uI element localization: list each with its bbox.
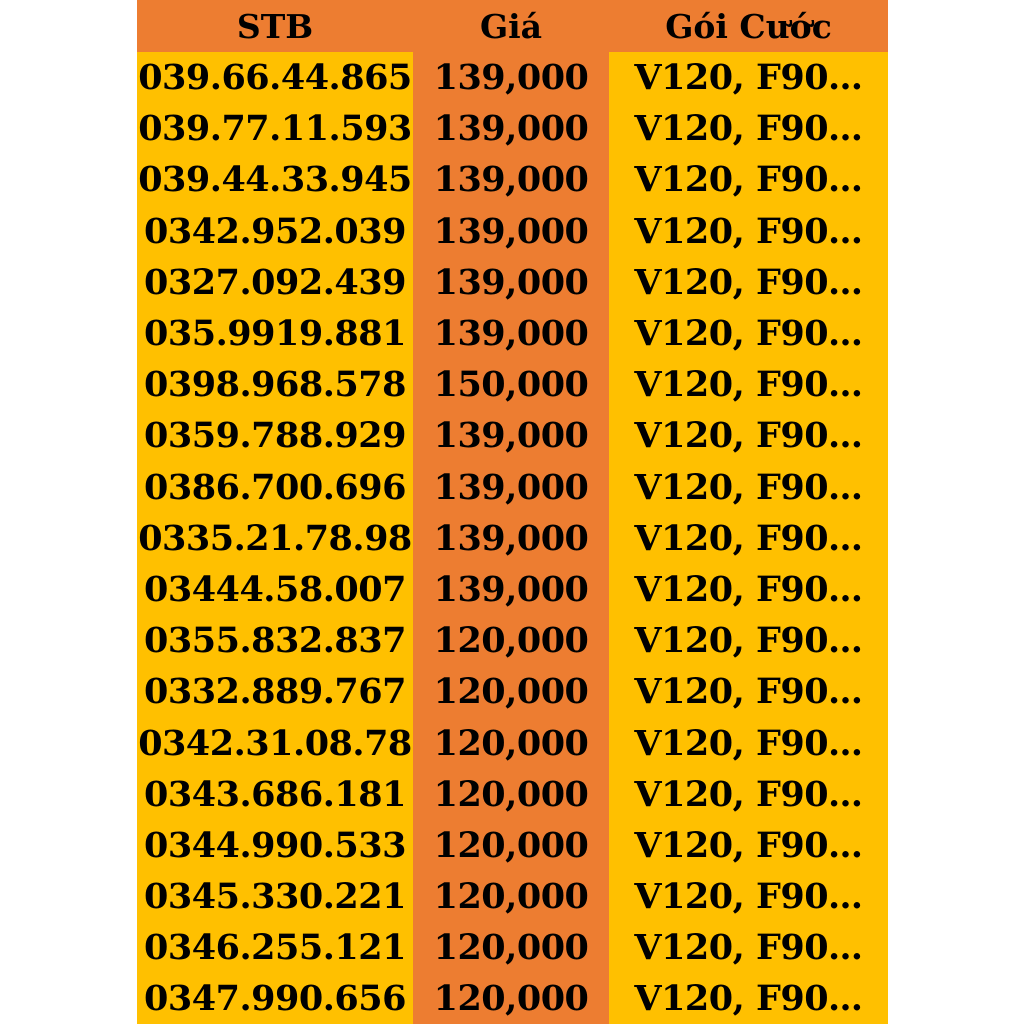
table-row — [137, 615, 888, 666]
package-cell: V120, F90… — [609, 462, 888, 513]
package-cell: V120, F90… — [609, 359, 888, 410]
price-cell: 139,000 — [413, 462, 609, 513]
table-row — [137, 820, 888, 871]
table-row — [137, 871, 888, 922]
table-row — [137, 769, 888, 820]
package-cell: V120, F90… — [609, 973, 888, 1024]
phone-number-cell: 0344.990.533 — [137, 820, 413, 871]
price-cell: 120,000 — [413, 666, 609, 717]
sim-price-table — [137, 0, 888, 1024]
package-cell: V120, F90… — [609, 308, 888, 359]
price-cell: 139,000 — [413, 206, 609, 257]
price-cell: 139,000 — [413, 308, 609, 359]
package-cell: V120, F90… — [609, 820, 888, 871]
package-cell: V120, F90… — [609, 769, 888, 820]
package-cell: V120, F90… — [609, 257, 888, 308]
header-stb: STB — [137, 0, 413, 52]
package-cell: V120, F90… — [609, 206, 888, 257]
table-row — [137, 359, 888, 410]
package-cell: V120, F90… — [609, 513, 888, 564]
price-cell: 139,000 — [413, 564, 609, 615]
table-row — [137, 52, 888, 103]
header-price: Giá — [413, 0, 609, 52]
table-row — [137, 922, 888, 973]
table-row — [137, 973, 888, 1024]
package-cell: V120, F90… — [609, 666, 888, 717]
phone-number-cell: 0355.832.837 — [137, 615, 413, 666]
phone-number-cell: 0347.990.656 — [137, 973, 413, 1024]
table-row — [137, 308, 888, 359]
table-row — [137, 462, 888, 513]
phone-number-cell: 03444.58.007 — [137, 564, 413, 615]
price-cell: 120,000 — [413, 769, 609, 820]
package-cell: V120, F90… — [609, 103, 888, 154]
table-row — [137, 154, 888, 205]
package-cell: V120, F90… — [609, 52, 888, 103]
package-cell: V120, F90… — [609, 871, 888, 922]
phone-number-cell: 0359.788.929 — [137, 410, 413, 461]
package-cell: V120, F90… — [609, 922, 888, 973]
table-row — [137, 717, 888, 768]
phone-number-cell: 039.44.33.945 — [137, 154, 413, 205]
phone-number-cell: 0343.686.181 — [137, 769, 413, 820]
phone-number-cell: 0335.21.78.98 — [137, 513, 413, 564]
price-list-sheet — [137, 0, 888, 1024]
price-cell: 120,000 — [413, 820, 609, 871]
package-cell: V120, F90… — [609, 717, 888, 768]
price-cell: 120,000 — [413, 973, 609, 1024]
price-cell: 139,000 — [413, 513, 609, 564]
phone-number-cell: 0346.255.121 — [137, 922, 413, 973]
package-cell: V120, F90… — [609, 615, 888, 666]
price-cell: 120,000 — [413, 717, 609, 768]
table-row — [137, 666, 888, 717]
table-row — [137, 564, 888, 615]
table-row — [137, 103, 888, 154]
price-cell: 139,000 — [413, 257, 609, 308]
price-cell: 139,000 — [413, 52, 609, 103]
price-cell: 150,000 — [413, 359, 609, 410]
price-cell: 139,000 — [413, 103, 609, 154]
table-row — [137, 206, 888, 257]
phone-number-cell: 039.66.44.865 — [137, 52, 413, 103]
phone-number-cell: 0342.952.039 — [137, 206, 413, 257]
phone-number-cell: 0342.31.08.78 — [137, 717, 413, 768]
phone-number-cell: 0332.889.767 — [137, 666, 413, 717]
table-row — [137, 513, 888, 564]
phone-number-cell: 035.9919.881 — [137, 308, 413, 359]
table-row — [137, 257, 888, 308]
package-cell: V120, F90… — [609, 564, 888, 615]
phone-number-cell: 039.77.11.593 — [137, 103, 413, 154]
price-cell: 139,000 — [413, 154, 609, 205]
price-cell: 120,000 — [413, 871, 609, 922]
price-cell: 139,000 — [413, 410, 609, 461]
package-cell: V120, F90… — [609, 154, 888, 205]
price-cell: 120,000 — [413, 922, 609, 973]
price-cell: 120,000 — [413, 615, 609, 666]
header-row — [137, 0, 888, 52]
table-body — [137, 52, 888, 1024]
phone-number-cell: 0398.968.578 — [137, 359, 413, 410]
header-package: Gói Cước — [609, 0, 888, 52]
package-cell: V120, F90… — [609, 410, 888, 461]
phone-number-cell: 0386.700.696 — [137, 462, 413, 513]
table-row — [137, 410, 888, 461]
phone-number-cell: 0327.092.439 — [137, 257, 413, 308]
phone-number-cell: 0345.330.221 — [137, 871, 413, 922]
